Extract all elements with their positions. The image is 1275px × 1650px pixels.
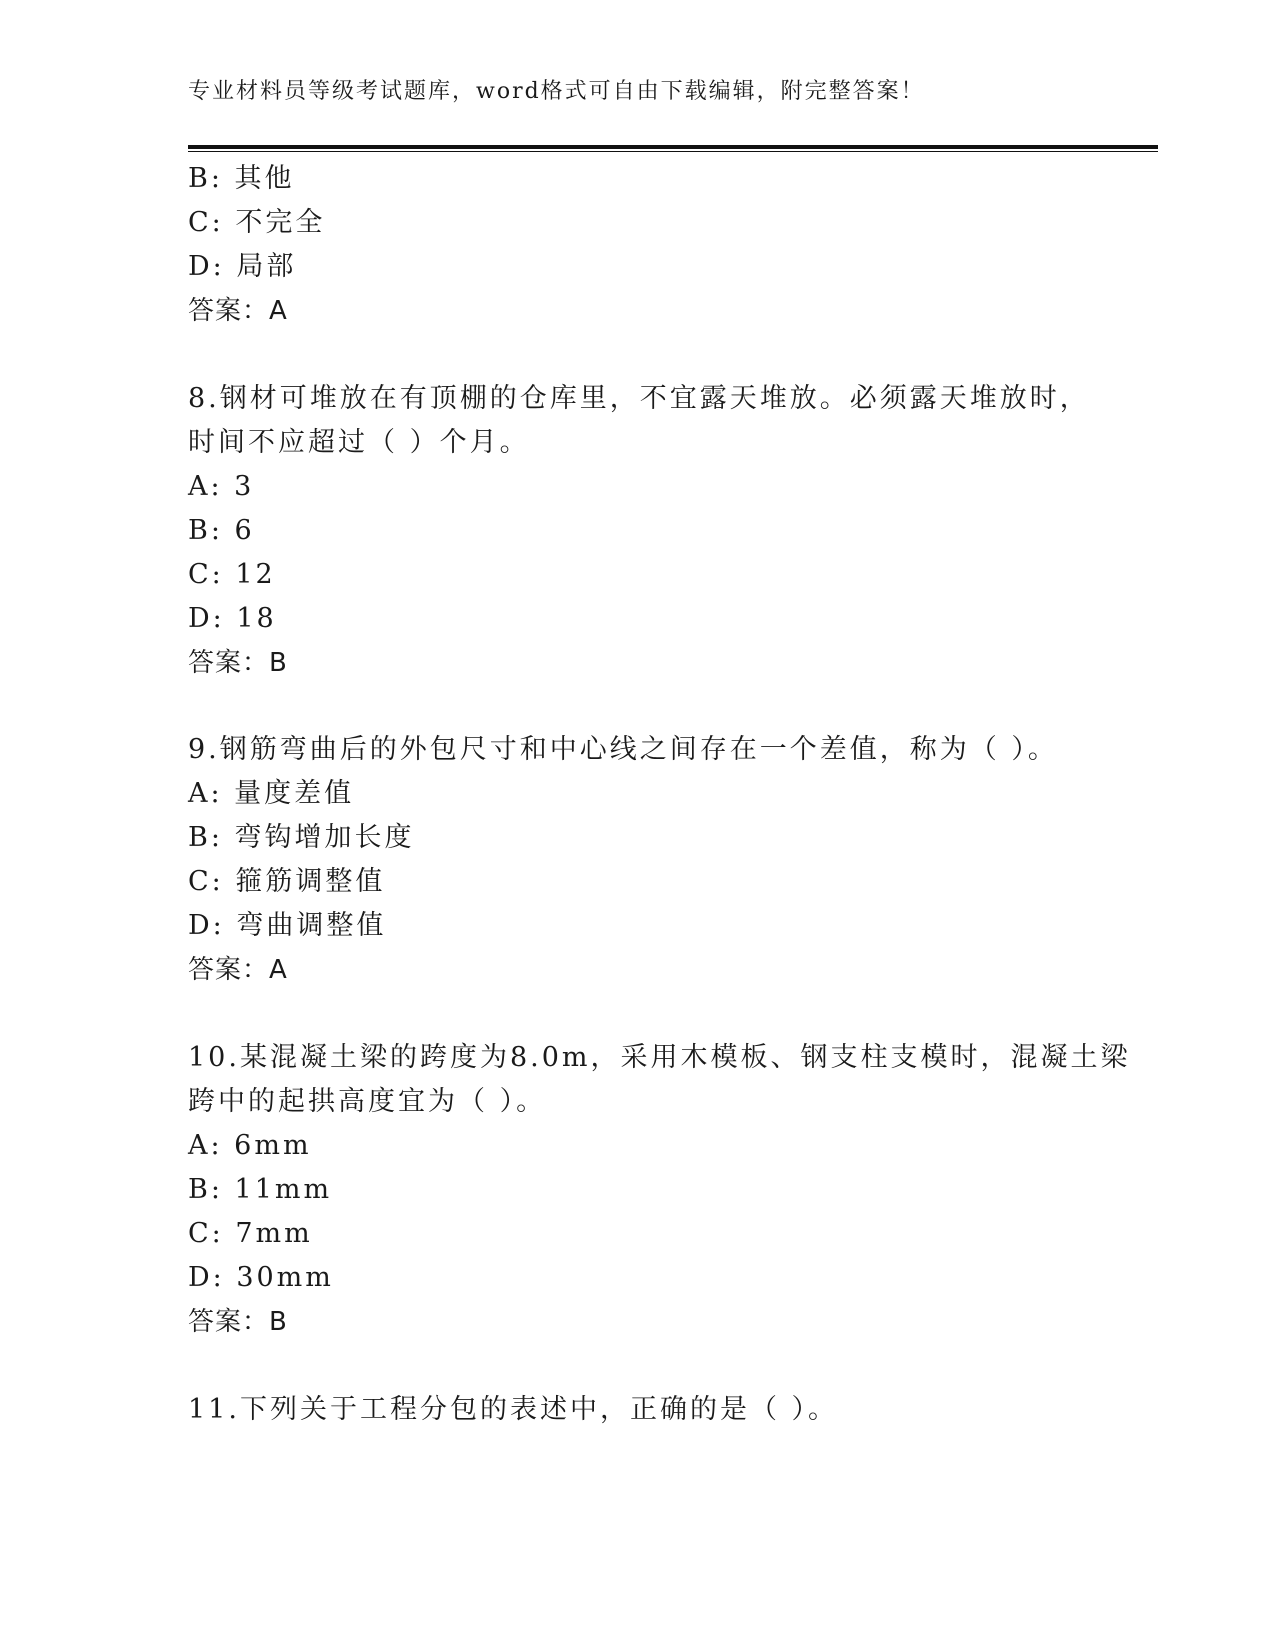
answer-q8: 答案：B — [188, 648, 288, 678]
option-b-q8: B: 6 — [188, 515, 255, 546]
page-header: 专业材料员等级考试题库，word格式可自由下载编辑，附完整答案！ — [188, 79, 925, 104]
option-d-q8: D: 18 — [188, 603, 277, 634]
question-11: 11.下列关于工程分包的表述中，正确的是（ ）。 — [188, 1394, 839, 1425]
option-c-q7: C: 不完全 — [188, 207, 326, 238]
option-d-q7: D: 局部 — [188, 251, 297, 282]
question-10-line-1: 10.某混凝土梁的跨度为8.0m，采用木模板、钢支柱支模时，混凝土梁 — [188, 1042, 1131, 1073]
header-rule-thick — [188, 145, 1158, 149]
option-c-q10: C: 7mm — [188, 1218, 313, 1249]
answer-q10: 答案：B — [188, 1307, 288, 1337]
question-8-line-1: 8.钢材可堆放在有顶棚的仓库里，不宜露天堆放。必须露天堆放时， — [188, 383, 1090, 414]
question-10-line-2: 跨中的起拱高度宜为（ ）。 — [188, 1086, 547, 1117]
option-a-q8: A: 3 — [188, 471, 255, 502]
option-a-q10: A: 6mm — [188, 1130, 312, 1161]
answer-q7: 答案：A — [188, 296, 288, 326]
option-c-q9: C: 箍筋调整值 — [188, 866, 386, 897]
option-b-q9: B: 弯钩增加长度 — [188, 822, 415, 853]
header-rule-thin — [188, 151, 1158, 152]
option-b-q7: B: 其他 — [188, 163, 295, 194]
option-a-q9: A: 量度差值 — [188, 778, 355, 809]
option-d-q9: D: 弯曲调整值 — [188, 910, 387, 941]
question-9: 9.钢筋弯曲后的外包尺寸和中心线之间存在一个差值，称为（ ）。 — [188, 734, 1058, 765]
option-d-q10: D: 30mm — [188, 1262, 334, 1293]
question-8-line-2: 时间不应超过（ ）个月。 — [188, 427, 530, 458]
answer-q9: 答案：A — [188, 955, 288, 985]
option-b-q10: B: 11mm — [188, 1174, 333, 1205]
option-c-q8: C: 12 — [188, 559, 276, 590]
